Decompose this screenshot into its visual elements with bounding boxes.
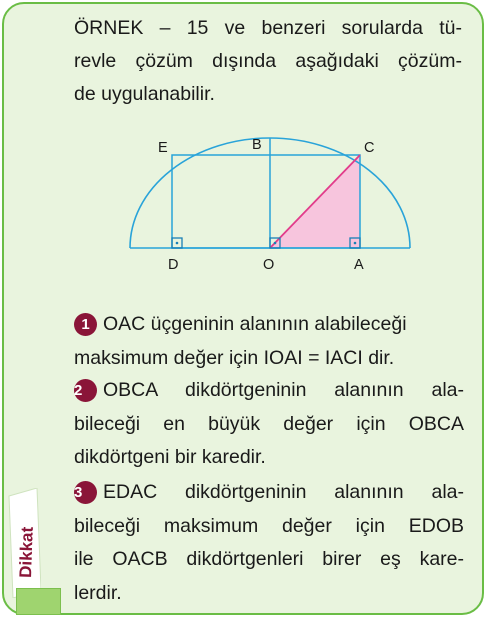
- label-d: D: [168, 257, 179, 273]
- dikkat-strip: [16, 588, 61, 615]
- item-3-line-2: bileceği maksimum değer için EDOB: [74, 514, 464, 537]
- item-2-line-1: OBCA dikdörtgeninin alanının ala-: [103, 379, 464, 401]
- label-a: A: [354, 257, 364, 273]
- right-angle-d: [172, 238, 182, 248]
- intro-line-1: ÖRNEK – 15 ve benzeri sorularda tü-: [74, 17, 462, 39]
- intro-line-2: revle çözüm dışında aşağıdaki çözüm-: [74, 50, 462, 72]
- item-3-line-4: lerdir.: [74, 581, 122, 604]
- number-badge: 1: [74, 313, 97, 336]
- list-item: [74, 374, 464, 475]
- label-e: E: [158, 140, 168, 156]
- intro-line-3: de uygulanabilir.: [74, 83, 215, 105]
- item-2-line-2: bileceği en büyük değer için OBCA: [74, 412, 464, 435]
- item-3-line-3: ile OACB dikdörtgenleri birer eş kare-: [74, 548, 464, 570]
- label-b: B: [252, 137, 262, 153]
- item-1-line-2: maksimum değer için IOAI = IACI dir.: [74, 346, 395, 369]
- intro-paragraph: [74, 12, 462, 111]
- list-item: [74, 476, 464, 610]
- label-c: C: [364, 140, 375, 156]
- label-o: O: [263, 257, 275, 273]
- semicircle-figure: [120, 112, 420, 277]
- item-3-line-1: EDAC dikdörtgeninin alanının ala-: [103, 481, 464, 503]
- item-2-line-3: dikdörtgeni bir karedir.: [74, 446, 266, 468]
- dikkat-label: Dikkat: [16, 526, 37, 579]
- dikkat-tag: [5, 488, 41, 598]
- number-badge: 2: [74, 379, 97, 402]
- item-1-line-1: OAC üçgeninin alanının alabileceği: [103, 313, 407, 335]
- list-item: [74, 308, 464, 375]
- number-badge: 3: [74, 481, 97, 504]
